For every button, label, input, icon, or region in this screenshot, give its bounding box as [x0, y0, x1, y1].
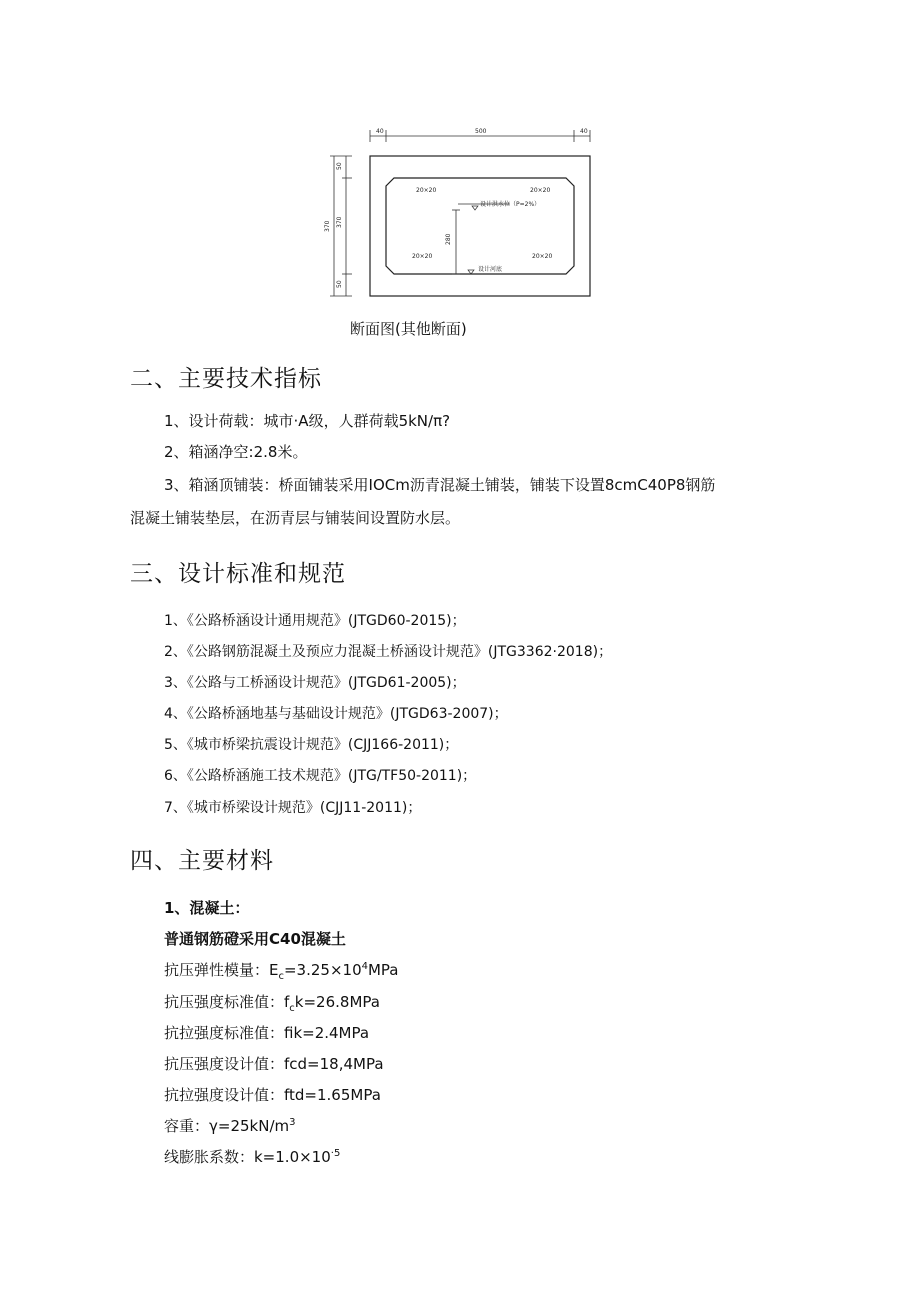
- standard-item-7: 7、《城市桥梁设计规范》(CJJ11-2011)；: [164, 800, 422, 816]
- compressive-strength-design-line: 抗压强度设计值：fcd=18,4MPa: [164, 1055, 384, 1073]
- section2-item-2: 2、箱涵净空:2.8米。: [164, 443, 308, 461]
- section2-item-3: 3、箱涵顶铺装：桥面铺装采用IOCm沥青混凝土铺装，铺装下设置8cmC40P8钢筋: [164, 476, 716, 494]
- standard-item-1: 1、《公路桥涵设计通用规范》(JTGD60-2015)；: [164, 613, 466, 629]
- clear-height-label: 280: [445, 233, 452, 245]
- compressive-strength-standard-line: 抗压强度标准值：$f_ck=26.8MPa$: [164, 993, 380, 1014]
- section4-heading: 四、主要材料: [130, 848, 274, 874]
- standard-item-2: 2、《公路钢筋混凝土及预应力混凝土桥涵设计规范》(JTG3362·2018)；: [164, 644, 613, 660]
- standard-item-6: 6、《公路桥涵施工技术规范》(JTG/TF50-2011)；: [164, 768, 477, 784]
- water-level-label: 设计洪水位（P=2%）: [480, 201, 541, 208]
- tensile-strength-standard-line: 抗拉强度标准值：fik=2.4MPa: [164, 1024, 370, 1042]
- dim-left-bottom: 50: [336, 280, 343, 288]
- haunch-label-bottom-left: 20×20: [412, 253, 433, 260]
- section3-heading: 三、设计标准和规范: [130, 561, 346, 587]
- tensile-strength-design-line: 抗拉强度设计值：ftd=1.65MPa: [164, 1086, 381, 1104]
- dim-top-right: 40: [580, 128, 588, 135]
- section2-item-3-cont: 混凝土铺装垫层，在沥青层与铺装间设置防水层。: [130, 509, 461, 527]
- cross-section-drawing: [318, 120, 600, 310]
- section2-heading: 二、主要技术指标: [130, 366, 322, 392]
- dim-top-left: 40: [376, 128, 384, 135]
- dim-top-middle: 500: [475, 128, 487, 135]
- dim-left-total: 370: [324, 220, 331, 232]
- concrete-subheading: 1、混凝土：: [164, 899, 250, 917]
- thermal-expansion-line: 线膨胀系数：$k=1.0\times 10^{\cdot 5}$: [164, 1148, 341, 1166]
- dim-left-top: 50: [336, 162, 343, 170]
- section2-item-1: 1、设计荷载：城市·A级，人群荷载5kN∕π?: [164, 412, 451, 430]
- cross-section-figure: [318, 120, 600, 310]
- dim-left-middle: 370: [336, 216, 343, 228]
- figure-caption: 断面图(其他断面): [350, 320, 467, 338]
- standard-item-4: 4、《公路桥涵地基与基础设计规范》(JTGD63-2007)；: [164, 706, 508, 722]
- riverbed-label: 设计河底: [478, 266, 503, 273]
- haunch-label-top-right: 20×20: [530, 187, 551, 194]
- haunch-label-bottom-right: 20×20: [532, 253, 553, 260]
- elastic-modulus-line: 抗压弹性模量：$E_c=3.25\times 10^4MPa$: [164, 961, 399, 982]
- concrete-grade-line: 普通钢筋磴采用C40混凝土: [164, 930, 346, 948]
- unit-weight-line: 容重：$\gamma=25kN∕m^3$: [164, 1117, 296, 1135]
- haunch-label-top-left: 20×20: [416, 187, 437, 194]
- standard-item-5: 5、《城市桥梁抗震设计规范》(CJJ166-2011)；: [164, 737, 459, 753]
- standard-item-3: 3、《公路与工桥涵设计规范》(JTGD61-2005)；: [164, 675, 466, 691]
